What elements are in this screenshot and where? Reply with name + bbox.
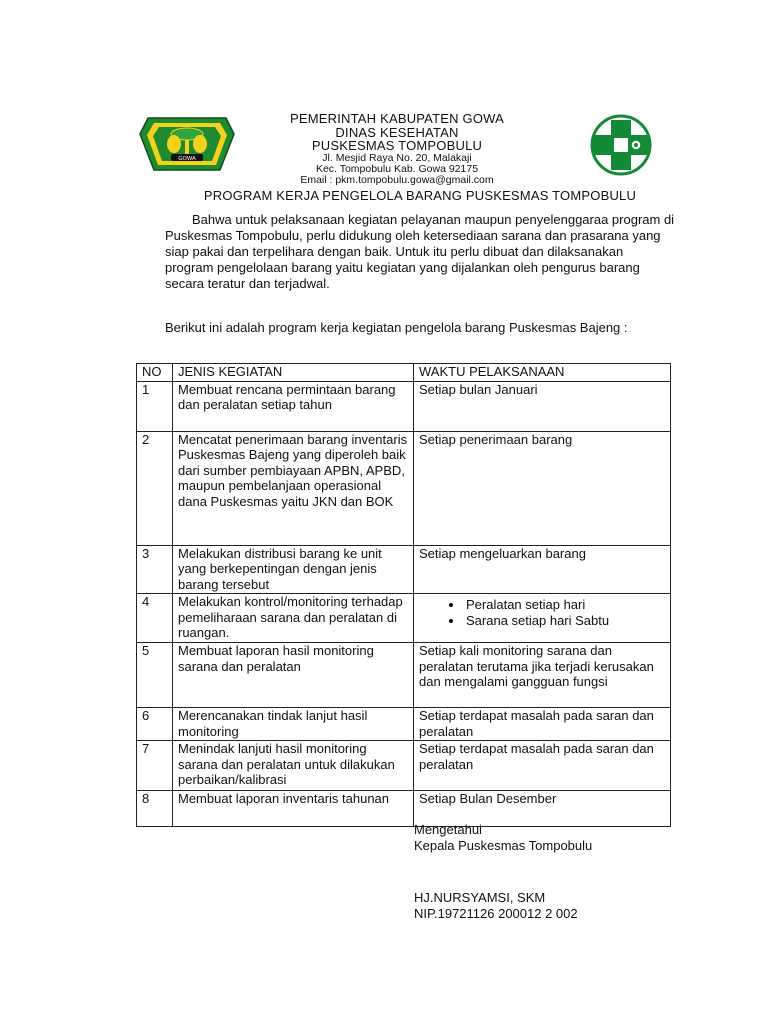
table-row	[137, 708, 671, 741]
row-no: 4	[137, 594, 173, 643]
header-kegiatan: JENIS KEGIATAN	[173, 364, 414, 382]
row-kegiatan: Membuat laporan inventaris tahunan	[173, 791, 414, 827]
table-header-row	[137, 364, 671, 382]
row-no: 2	[137, 431, 173, 545]
row-kegiatan: Membuat rencana permintaan barang dan peralatan setiap tahun	[173, 381, 414, 431]
row-waktu: Setiap Bulan Desember	[414, 791, 671, 827]
header-no: NO	[137, 364, 173, 382]
row-no: 3	[137, 545, 173, 594]
header-waktu: WAKTU PELAKSANAAN	[414, 364, 671, 382]
row-waktu: Setiap terdapat masalah pada saran dan peralatan	[414, 741, 671, 791]
table-row	[137, 594, 671, 643]
puskesmas-cross-icon	[580, 114, 662, 176]
signature-name: HJ.NURSYAMSI, SKM	[414, 890, 546, 905]
row-no: 1	[137, 381, 173, 431]
letterhead-address-street: Jl. Mesjid Raya No. 20, Malakaji	[322, 151, 472, 164]
table-row	[137, 381, 671, 431]
row-no: 6	[137, 708, 173, 741]
row-no: 5	[137, 643, 173, 708]
waktu-bullet-list	[419, 597, 665, 628]
letterhead	[262, 112, 532, 186]
row-waktu: Setiap bulan Januari	[414, 381, 671, 431]
table-intro-paragraph: Berikut ini adalah program kerja kegiatan pengelola barang Puskesmas Bajeng :	[165, 320, 628, 335]
row-no: 8	[137, 791, 173, 827]
letterhead-email: Email : pkm.tompobulu.gowa@gmail.com	[300, 173, 494, 186]
table-row	[137, 431, 671, 545]
document-title: PROGRAM KERJA PENGELOLA BARANG PUSKESMAS TOMPOBULU	[203, 188, 637, 203]
row-kegiatan: Melakukan distribusi barang ke unit yang berkepentingan dengan jenis barang tersebut	[173, 545, 414, 594]
gowa-emblem-icon	[138, 112, 236, 174]
row-kegiatan: Merencanakan tindak lanjut hasil monitoring	[173, 708, 414, 741]
letterhead-department: DINAS KESEHATAN	[335, 124, 459, 140]
signature-identity	[414, 890, 674, 922]
row-waktu: Setiap kali monitoring sarana dan peralatan terutama jika terjadi kerusakan dan mengalami gangguan fungsi	[414, 643, 671, 708]
signature-position: Kepala Puskesmas Tompobulu	[414, 838, 593, 853]
list-item: • Peralatan setiap hari	[464, 597, 665, 613]
intro-paragraph: Bahwa untuk pelaksanaan kegiatan pelayanan maupun penyelenggaraa program di Puskesmas Tompobulu, perlu didukung oleh ketersediaan sarana dan prasarana yang siap pakai dan terpelihara dengan baik. Untuk itu perlu dibuat dan dilaksanakan program pengelolaan barang yaitu kegiatan yang dijalankan oleh pengurus barang secara teratur dan terjadwal.	[165, 212, 675, 291]
signature-heading	[414, 822, 674, 854]
signature-acknowledged: Mengetahui	[414, 822, 482, 837]
table-row	[137, 545, 671, 594]
row-kegiatan: Mencatat penerimaan barang inventaris Puskesmas Bajeng yang diperoleh baik dari sumber pembiayaan APBN, APBD, maupun pembelanjaan operasional dana Puskesmas yaitu JKN dan BOK	[173, 431, 414, 545]
row-waktu: Setiap mengeluarkan barang	[414, 545, 671, 594]
list-item: • Sarana setiap hari Sabtu	[464, 613, 665, 629]
row-kegiatan: Membuat laporan hasil monitoring sarana dan peralatan	[173, 643, 414, 708]
row-kegiatan: Menindak lanjuti hasil monitoring sarana dan peralatan untuk dilakukan perbaikan/kalibrasi	[173, 741, 414, 791]
letterhead-address-district: Kec. Tompobulu Kab. Gowa 92175	[315, 162, 479, 175]
table-row	[137, 741, 671, 791]
program-table	[136, 363, 671, 827]
row-no: 7	[137, 741, 173, 791]
row-waktu: Setiap penerimaan barang	[414, 431, 671, 545]
letterhead-puskesmas: PUSKESMAS TOMPOBULU	[311, 138, 483, 154]
svg-text:GOWA: GOWA	[178, 156, 196, 162]
row-waktu: Setiap terdapat masalah pada saran dan peralatan	[414, 708, 671, 741]
row-kegiatan: Melakukan kontrol/monitoring terhadap pemeliharaan sarana dan peralatan di ruangan.	[173, 594, 414, 643]
row-waktu-list	[414, 594, 671, 643]
table-row	[137, 643, 671, 708]
signature-nip: NIP.19721126 200012 2 002	[414, 906, 578, 921]
letterhead-government: PEMERINTAH KABUPATEN GOWA	[290, 111, 504, 126]
